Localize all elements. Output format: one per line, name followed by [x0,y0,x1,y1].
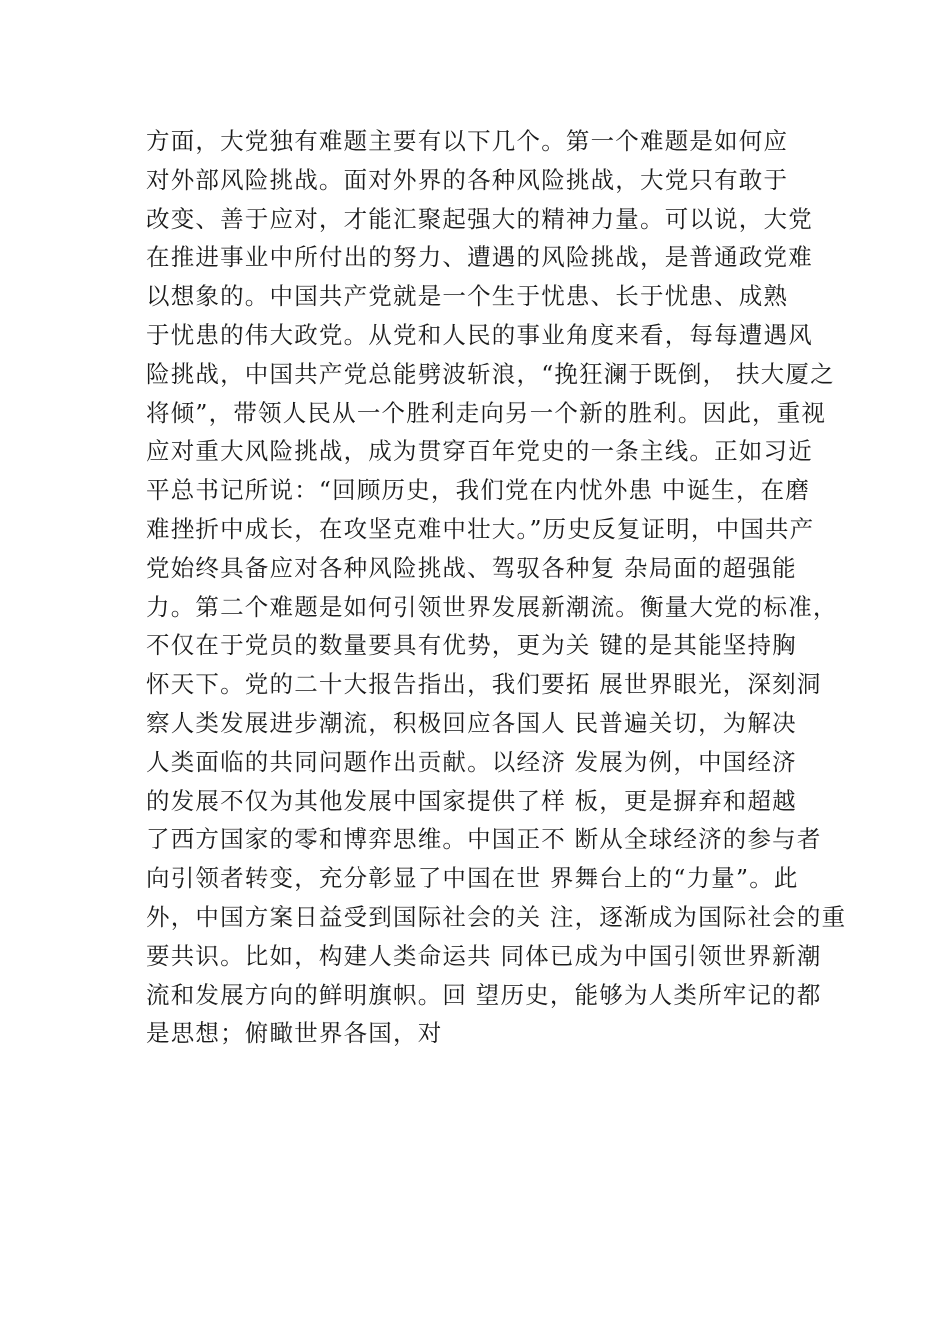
text-line: 平总书记所说：“回顾历史，我们党在内忧外患 中诞生，在磨 [146,476,811,505]
text-line: 应对重大风险挑战，成为贯穿百年党史的一条主线。正如习近 [146,437,813,466]
text-line: 在推进事业中所付出的努力、遭遇的风险挑战，是普通政党难 [146,243,813,272]
text-line: 不仅在于党员的数量要具有优势，更为关 键的是其能坚持胸 [146,631,797,660]
text-line: 险挑战，中国共产党总能劈波斩浪，“挽狂澜于既倒， 扶大厦之 [146,359,835,388]
text-line: 于忧患的伟大政党。从党和人民的事业角度来看，每每遭遇风 [146,320,813,349]
text-line: 对外部风险挑战。面对外界的各种风险挑战，大党只有敢于 [146,165,789,194]
text-line: 以想象的。中国共产党就是一个生于忧患、长于忧患、成熟 [146,282,789,311]
text-line: 的发展不仅为其他发展中国家提供了样 板，更是摒弃和超越 [146,786,797,815]
text-line: 难挫折中成长，在攻坚克难中壮大。”历史反复证明，中国共产 [146,514,815,543]
text-line: 外，中国方案日益受到国际社会的关 注，逐渐成为国际社会的重 [146,902,847,931]
text-line: 力。第二个难题是如何引领世界发展新潮流。衡量大党的标准， [146,592,838,621]
text-line: 要共识。比如，构建人类命运共 同体已成为中国引领世界新潮 [146,941,822,970]
text-line: 改变、善于应对，才能汇聚起强大的精神力量。可以说，大党 [146,204,813,233]
text-line: 向引领者转变，充分彰显了中国在世 界舞台上的“力量”。此 [146,864,799,893]
text-line: 怀天下。党的二十大报告指出，我们要拓 展世界眼光，深刻洞 [146,670,822,699]
text-line: 人类面临的共同问题作出贡献。以经济 发展为例，中国经济 [146,747,797,776]
body-text [146,122,846,1053]
text-line: 是思想；俯瞰世界各国，对 [146,1019,443,1048]
text-line: 将倾”，带领人民从一个胜利走向另一个新的胜利。因此，重视 [146,398,827,427]
text-line: 察人类发展进步潮流，积极回应各国人 民普遍关切，为解决 [146,708,797,737]
text-line: 流和发展方向的鲜明旗帜。回 望历史，能够为人类所牢记的都 [146,980,822,1009]
text-line: 党始终具备应对各种风险挑战、驾驭各种复 杂局面的超强能 [146,553,797,582]
text-line: 了西方国家的零和博弈思维。中国正不 断从全球经济的参与者 [146,825,822,854]
text-line: 方面，大党独有难题主要有以下几个。第一个难题是如何应 [146,127,789,155]
